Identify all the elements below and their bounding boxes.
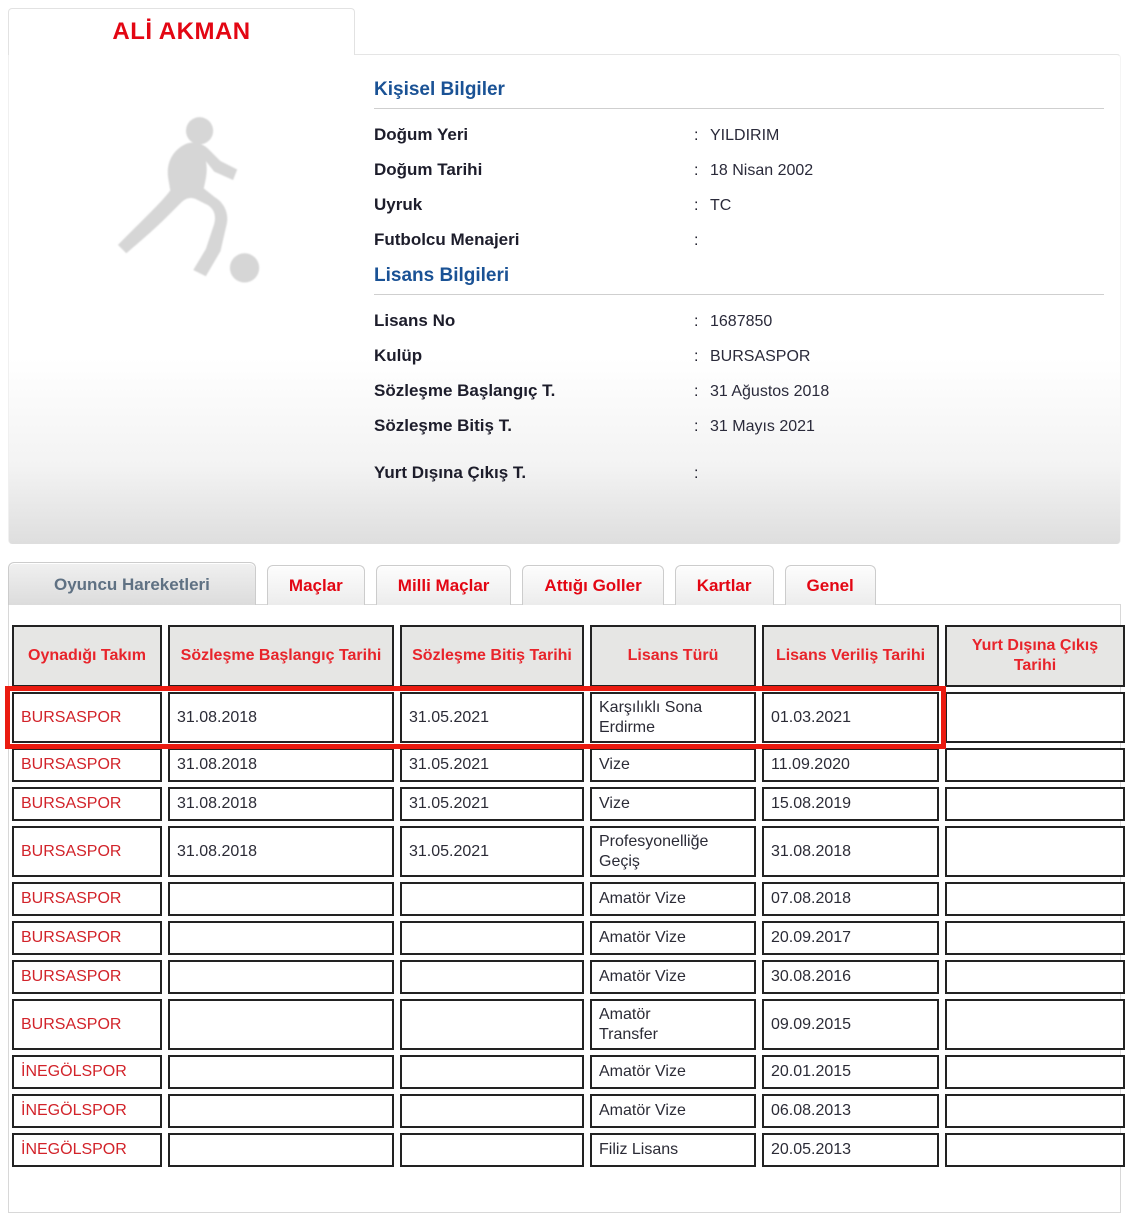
team-cell[interactable]: BURSASPOR [12, 921, 162, 955]
contract-end-cell: 31.05.2021 [400, 692, 584, 743]
table-column-header: Sözleşme Bitiş Tarihi [400, 625, 584, 687]
info-field-label: Lisans No [374, 311, 456, 330]
team-cell[interactable]: İNEGÖLSPOR [12, 1133, 162, 1167]
table-row [12, 692, 1125, 743]
info-field-label: Sözleşme Bitiş T. [374, 416, 512, 435]
contract-start-cell [168, 1094, 394, 1128]
contract-end-cell: 31.05.2021 [400, 787, 584, 821]
team-cell[interactable]: BURSASPOR [12, 748, 162, 782]
contract-start-cell [168, 882, 394, 916]
player-name-tab [8, 8, 355, 55]
tab-ma-lar[interactable]: Maçlar [267, 565, 365, 605]
contract-start-cell [168, 1133, 394, 1167]
info-field-row [374, 463, 1104, 483]
info-field-row [374, 195, 1104, 215]
license-issue-date-cell: 01.03.2021 [762, 692, 939, 743]
license-type-text: Profesyonelliğe Geçiş [599, 833, 709, 870]
abroad-date-cell [945, 692, 1125, 743]
abroad-date-cell [945, 960, 1125, 994]
license-type-cell [590, 960, 756, 994]
info-field-label: Sözleşme Başlangıç T. [374, 381, 556, 400]
license-type-text: Amatör Vize [599, 1063, 686, 1081]
abroad-date-cell [945, 999, 1125, 1050]
abroad-date-cell [945, 1055, 1125, 1089]
table-header-row [12, 625, 1125, 687]
abroad-date-cell [945, 748, 1125, 782]
info-field-value: BURSASPOR [710, 348, 811, 365]
license-type-text: Amatör Vize [599, 890, 686, 908]
license-issue-date-cell: 30.08.2016 [762, 960, 939, 994]
contract-start-cell: 31.08.2018 [168, 787, 394, 821]
table-column-header: Lisans Türü [590, 625, 756, 687]
license-type-text: Amatör Vize [599, 929, 686, 947]
license-issue-date-cell: 20.05.2013 [762, 1133, 939, 1167]
contract-start-cell: 31.08.2018 [168, 748, 394, 782]
table-column-header: Yurt Dışına Çıkış Tarihi [945, 625, 1125, 687]
license-issue-date-cell: 06.08.2013 [762, 1094, 939, 1128]
table-column-header: Oynadığı Takım [12, 625, 162, 687]
player-profile-panel [8, 8, 1121, 544]
tab-milli-ma-lar[interactable]: Milli Maçlar [376, 565, 512, 605]
player-photo-placeholder [9, 55, 364, 544]
license-issue-date-cell: 20.01.2015 [762, 1055, 939, 1089]
player-info [364, 55, 1120, 544]
team-cell[interactable]: İNEGÖLSPOR [12, 1094, 162, 1128]
info-field-colon: : [694, 197, 699, 214]
team-cell[interactable]: BURSASPOR [12, 999, 162, 1050]
info-field-colon: : [694, 348, 699, 365]
personal-fields [374, 125, 1104, 250]
table-row [12, 921, 1125, 955]
table-row [12, 787, 1125, 821]
table-body [12, 692, 1125, 1167]
abroad-date-cell [945, 882, 1125, 916]
info-field-value: 31 Ağustos 2018 [710, 383, 830, 400]
info-field-row [374, 160, 1104, 180]
license-type-cell [590, 1055, 756, 1089]
info-field-label: Uyruk [374, 195, 423, 214]
team-cell[interactable]: BURSASPOR [12, 960, 162, 994]
tab-oyuncu-hareketleri[interactable]: Oyuncu Hareketleri [8, 562, 256, 605]
tab-content [8, 604, 1121, 1213]
contract-end-cell: 31.05.2021 [400, 826, 584, 877]
license-issue-date-cell: 11.09.2020 [762, 748, 939, 782]
page [0, 8, 1129, 1213]
table-row [12, 960, 1125, 994]
license-issue-date-cell: 15.08.2019 [762, 787, 939, 821]
info-field-colon: : [694, 127, 699, 144]
info-field-colon: : [694, 232, 699, 249]
abroad-date-cell [945, 787, 1125, 821]
info-field-colon: : [694, 383, 699, 400]
info-field-label: Yurt Dışına Çıkış T. [374, 463, 527, 482]
info-field-label: Futbolcu Menajeri [374, 230, 520, 249]
info-field-colon: : [694, 418, 699, 435]
license-issue-date-cell: 20.09.2017 [762, 921, 939, 955]
abroad-date-cell [945, 1133, 1125, 1167]
info-field-label: Doğum Tarihi [374, 160, 483, 179]
license-type-cell [590, 882, 756, 916]
table-row [12, 1055, 1125, 1089]
license-info-title: Lisans Bilgileri [374, 265, 1104, 295]
contract-end-cell [400, 960, 584, 994]
license-issue-date-cell: 09.09.2015 [762, 999, 939, 1050]
abroad-date-cell [945, 1094, 1125, 1128]
info-field-value: 18 Nisan 2002 [710, 162, 814, 179]
table-column-header: Sözleşme Başlangıç Tarihi [168, 625, 394, 687]
license-fields [374, 311, 1104, 483]
info-field-label: Kulüp [374, 346, 423, 365]
table-row [12, 1094, 1125, 1128]
profile-body [8, 54, 1121, 544]
contract-start-cell [168, 999, 394, 1050]
info-field-label: Doğum Yeri [374, 125, 469, 144]
team-cell[interactable]: İNEGÖLSPOR [12, 1055, 162, 1089]
license-type-cell [590, 692, 756, 743]
contract-start-cell: 31.08.2018 [168, 692, 394, 743]
player-silhouette-icon [102, 113, 272, 293]
abroad-date-cell [945, 826, 1125, 877]
info-field-value: TC [710, 197, 732, 214]
license-type-cell [590, 921, 756, 955]
license-type-cell [590, 787, 756, 821]
contract-end-cell [400, 882, 584, 916]
table-row [12, 748, 1125, 782]
contract-end-cell [400, 999, 584, 1050]
contract-start-cell [168, 960, 394, 994]
tab-kartlar[interactable]: Kartlar [675, 565, 774, 605]
table-row [12, 999, 1125, 1050]
license-type-cell [590, 826, 756, 877]
info-field-row [374, 381, 1104, 401]
info-field-row [374, 230, 1104, 250]
license-type-cell [590, 999, 756, 1050]
license-type-text: Amatör Transfer [599, 1006, 658, 1043]
info-field-row [374, 125, 1104, 145]
license-type-text: Amatör Vize [599, 968, 686, 986]
license-type-cell [590, 748, 756, 782]
contract-start-cell: 31.08.2018 [168, 826, 394, 877]
info-field-row [374, 311, 1104, 331]
contract-start-cell [168, 1055, 394, 1089]
info-field-value: 1687850 [710, 313, 773, 330]
player-name: ALİ AKMAN [112, 18, 251, 45]
license-type-text: Amatör Vize [599, 1102, 686, 1120]
player-movements-table [12, 625, 1125, 1167]
contract-end-cell: 31.05.2021 [400, 748, 584, 782]
info-field-row [374, 416, 1104, 436]
license-type-cell [590, 1133, 756, 1167]
contract-end-cell [400, 1133, 584, 1167]
license-issue-date-cell: 31.08.2018 [762, 826, 939, 877]
license-type-text: Vize [599, 756, 630, 774]
info-field-colon: : [694, 162, 699, 179]
personal-info-title: Kişisel Bilgiler [374, 79, 1104, 109]
team-cell[interactable]: BURSASPOR [12, 692, 162, 743]
license-type-text: Filiz Lisans [599, 1141, 679, 1159]
table-row [12, 1133, 1125, 1167]
info-field-value: 31 Mayıs 2021 [710, 418, 815, 435]
info-field-colon: : [694, 313, 699, 330]
table-row [12, 826, 1125, 877]
info-field-value: YILDIRIM [710, 127, 780, 144]
contract-start-cell [168, 921, 394, 955]
contract-end-cell [400, 921, 584, 955]
tab-genel[interactable]: Genel [785, 565, 876, 605]
license-type-text: Karşılıklı Sona Erdirme [599, 699, 703, 736]
license-type-text: Vize [599, 795, 630, 813]
contract-end-cell [400, 1055, 584, 1089]
table-row [12, 882, 1125, 916]
license-type-cell [590, 1094, 756, 1128]
abroad-date-cell [945, 921, 1125, 955]
team-cell[interactable]: BURSASPOR [12, 826, 162, 877]
license-issue-date-cell: 07.08.2018 [762, 882, 939, 916]
table-column-header: Lisans Veriliş Tarihi [762, 625, 939, 687]
team-cell[interactable]: BURSASPOR [12, 882, 162, 916]
info-field-colon: : [694, 465, 699, 482]
contract-end-cell [400, 1094, 584, 1128]
tab-bar [8, 562, 1121, 605]
tab-att-goller[interactable]: Attığı Goller [522, 565, 663, 605]
info-field-row [374, 346, 1104, 366]
team-cell[interactable]: BURSASPOR [12, 787, 162, 821]
